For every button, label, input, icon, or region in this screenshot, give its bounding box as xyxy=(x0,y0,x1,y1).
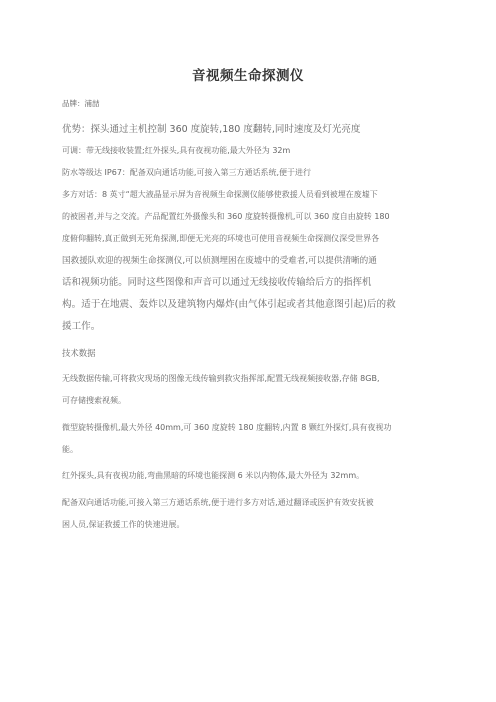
paragraph-line: 无线数据传输,可将救灾现场的图像无线传输到救灾指挥部,配置无线视频接收器,存储 8GB, xyxy=(62,374,380,383)
paragraph-line: 的被困者,并与之交流。产品配置红外摄像头和 360 度旋转摄像机,可以 360 度自由旋转 180 xyxy=(62,212,390,221)
paragraph-line: 度俯仰翻转,真正做到无死角探测,即便无光亮的环境也可使用音视频生命探测仪深受世界各 xyxy=(62,234,380,243)
paragraph-line: 可调：带无线接收装置;红外探头,具有夜视功能,最大外径为 32m xyxy=(62,146,291,155)
advantage-line: 优势：探头通过主机控制 360 度旋转,180 度翻转,同时速度及灯光亮度 xyxy=(62,124,361,135)
document-title: 音视频生命探测仪 xyxy=(192,68,304,84)
paragraph-line: 构。适于在地震、轰炸以及建筑物内爆炸(由气体引起或者其他意图引起)后的救 xyxy=(62,299,396,310)
paragraph-line: 微型旋转摄像机,最大外径 40mm,可 360 度旋转 180 度翻转,内置 8 颗红外探灯,具有夜视功 xyxy=(62,423,392,432)
paragraph-line: 能。 xyxy=(62,445,78,454)
paragraph-line: 援工作。 xyxy=(62,321,101,332)
paragraph-line: 配备双向通话功能,可接入第三方通话系统,便于进行多方对话,通过翻译或医护有效安抚被 xyxy=(62,498,374,507)
paragraph-line: 红外探头,具有夜视功能,弯曲黑暗的环境也能探测 6 米以内物体,最大外径为 32mm。 xyxy=(62,471,365,480)
paragraph-line: 可存储搜索视频。 xyxy=(62,396,126,405)
paragraph-line: 国救援队欢迎的视频生命探测仪,可以侦测埋困在废墟中的受难者,可以提供清晰的通 xyxy=(62,256,377,266)
paragraph-line: 困人员,保证救援工作的快速进展。 xyxy=(62,520,185,529)
brand-line: 品牌：浦喆 xyxy=(62,99,100,108)
paragraph-line: 话和视频功能。同时这些图像和声音可以通过无线接收传输给后方的指挥机 xyxy=(62,277,372,288)
paragraph-line: 防水等级达 IP67：配备双向通话功能,可接入第三方通话系统,便于进行 xyxy=(62,168,311,177)
paragraph-line: 多方对话：8 英寸“超大液晶显示屏为音视频生命探测仪能够使救援人员看到被埋在废墟下 xyxy=(62,190,378,199)
section-heading: 技术数据 xyxy=(62,348,96,358)
